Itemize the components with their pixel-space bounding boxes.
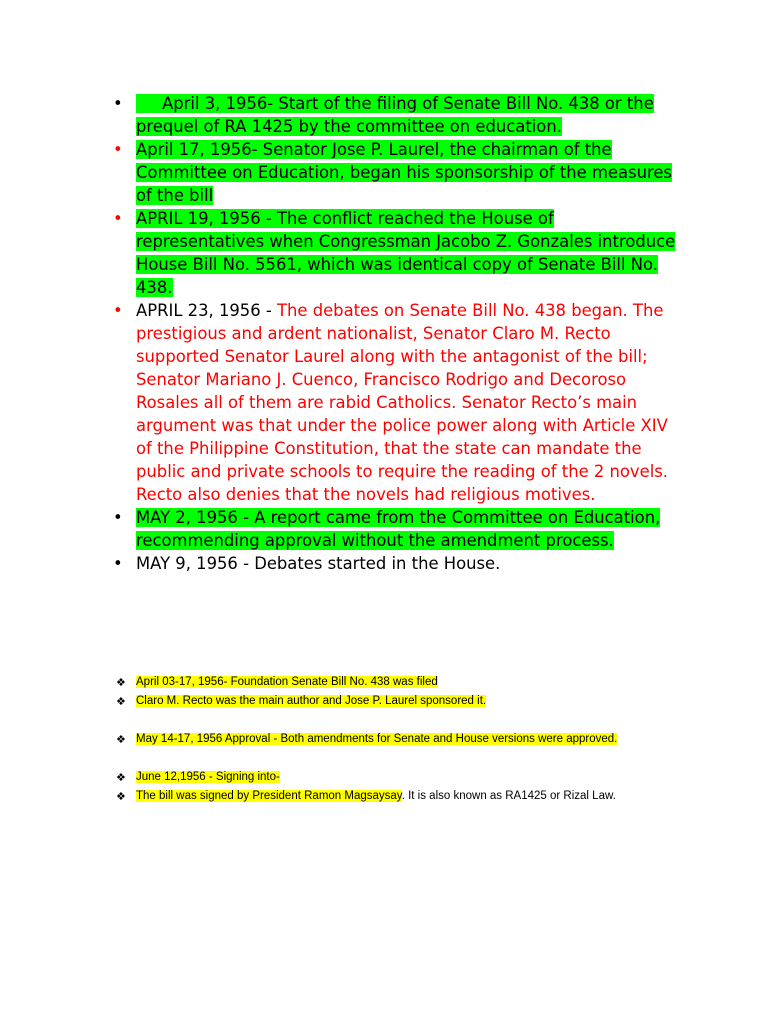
diamond-bullet-icon: ❖ [116,676,126,689]
summary-item [116,787,676,806]
summary-item-text: May 14-17, 1956 Approval - Both amendments for Senate and House versions were approved. [136,733,618,745]
timeline-item [113,506,683,552]
bullet-icon: • [113,508,123,527]
timeline-list [113,92,683,575]
timeline-item-text: April 17, 1956- Senator Jose P. Laurel, the chairman of the Committee on Education, began his sponsorship of the measures of the bill [136,140,672,205]
timeline-item [113,92,683,138]
timeline-item [113,552,683,575]
diamond-bullet-icon: ❖ [116,790,126,803]
summary-item-text: Claro M. Recto was the main author and Jose P. Laurel sponsored it. [136,695,487,707]
bullet-icon: • [113,140,123,159]
bullet-icon: • [113,554,123,573]
timeline-item-text: MAY 9, 1956 - Debates started in the House. [136,554,501,573]
timeline-item-date: APRIL 23, 1956 - [136,301,277,320]
bullet-icon: • [113,94,123,113]
timeline-item [113,299,683,506]
summary-item [116,768,676,787]
summary-item-text: The bill was signed by President Ramon Magsaysay [136,790,402,802]
diamond-bullet-icon: ❖ [116,695,126,708]
bullet-icon: • [113,209,123,228]
summary-item-text: April 03-17, 1956- Foundation Senate Bill No. 438 was filed [136,676,438,688]
bullet-icon: • [113,301,123,320]
summary-list [116,673,676,806]
timeline-item [113,138,683,207]
timeline-item-text: MAY 2, 1956 - A report came from the Committee on Education, recommending approval without the amendment process. [136,508,661,550]
timeline-item-body: April 3, 1956- Start of the filing of Senate Bill No. 438 or the prequel of RA 1425 by the committee on education. [136,94,654,136]
timeline-item-text [136,94,654,136]
diamond-bullet-icon: ❖ [116,771,126,784]
summary-item [116,673,676,692]
timeline-item-text: The debates on Senate Bill No. 438 began. The prestigious and ardent nationalist, Senator Claro M. Recto supported Senator Laurel along with the antagonist of the bill; Senator Mariano J. Cuenco, Francisco Rodrigo and Decoroso Rosales all of them are rabid Catholics. Senator Recto’s main argument was that under the police power along with Article XIV of the Philippine Constitution, that the state can mandate the public and private schools to require the reading of the 2 novels. Recto also denies that the novels had religious motives. [136,301,669,504]
timeline-item [113,207,683,299]
timeline-item-text: APRIL 19, 1956 - The conflict reached the House of representatives when Congressman Jacobo Z. Gonzales introduce House Bill No. 5561, which was identical copy of Senate Bill No. 438. [136,209,676,297]
timeline-item-indent [136,94,162,113]
diamond-bullet-icon: ❖ [116,733,126,746]
summary-item [116,692,676,711]
summary-item [116,730,676,749]
summary-item-text: June 12,1956 - Signing into- [136,771,280,783]
summary-item-tail: . It is also known as RA1425 or Rizal Law. [401,790,616,802]
